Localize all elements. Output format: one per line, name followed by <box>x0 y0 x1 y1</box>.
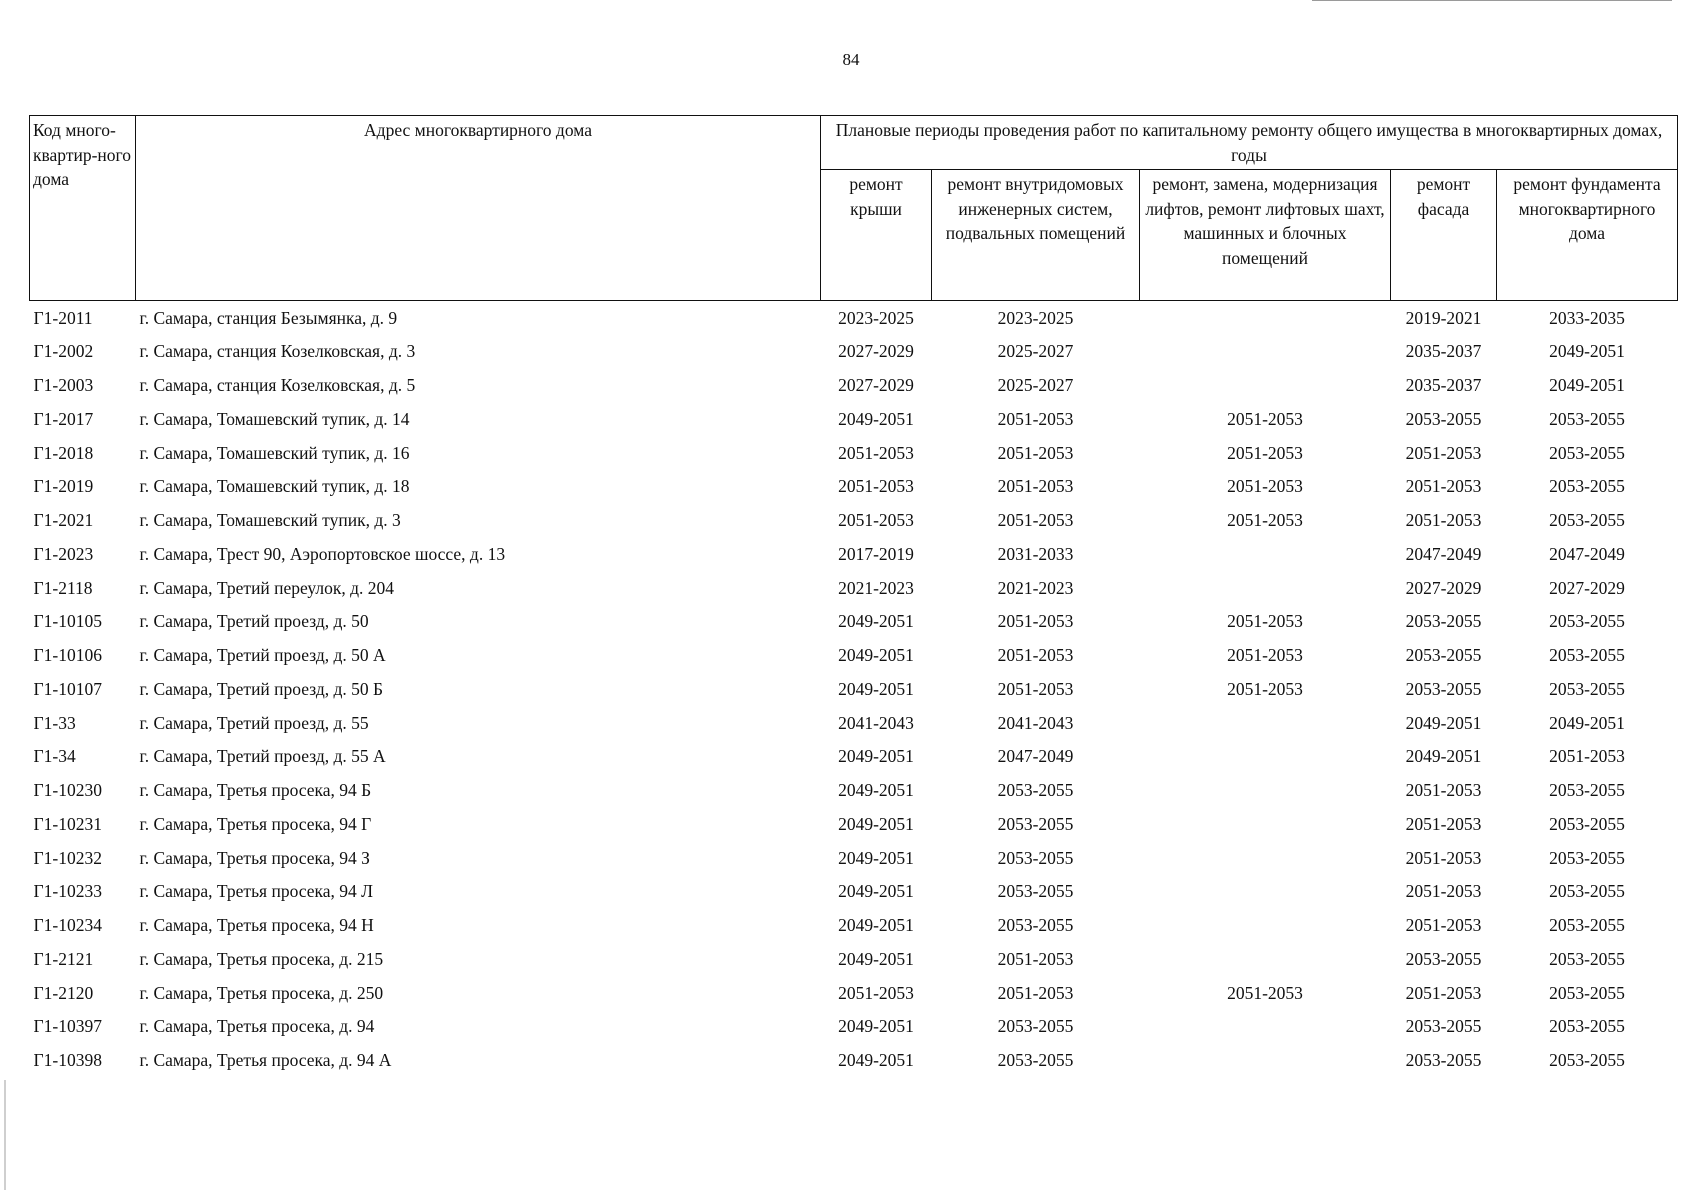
cell-roof: 2041-2043 <box>838 712 914 733</box>
cell-systems: 2047-2049 <box>997 746 1074 767</box>
cell-code: Г1-10106 <box>33 645 102 666</box>
table-row <box>30 807 1678 841</box>
cell-address: г. Самара, Третий проезд, д. 50 А <box>139 645 386 666</box>
cell-systems: 2051-2053 <box>997 408 1074 429</box>
cell-systems: 2053-2055 <box>997 780 1074 801</box>
cell-systems: 2023-2025 <box>997 307 1074 328</box>
cell-foundation: 2053-2055 <box>1549 442 1625 463</box>
cell-foundation: 2053-2055 <box>1549 948 1625 969</box>
cell-address: г. Самара, Третья просека, д. 94 А <box>139 1050 392 1071</box>
cell-address: г. Самара, Третья просека, 94 Г <box>139 813 372 834</box>
cell-lifts <box>1140 301 1391 335</box>
cell-address: г. Самара, Третья просека, 94 Л <box>139 881 374 902</box>
cell-systems: 2051-2053 <box>997 476 1074 497</box>
cell-foundation: 2053-2055 <box>1549 1050 1625 1071</box>
cell-roof: 2027-2029 <box>838 341 914 362</box>
cell-facade: 2053-2055 <box>1405 948 1482 969</box>
table-body <box>30 301 1678 1078</box>
cell-foundation: 2053-2055 <box>1549 611 1625 632</box>
cell-address: г. Самара, Третий проезд, д. 50 Б <box>139 678 384 699</box>
scan-artifact-line <box>1312 0 1672 1</box>
cell-facade: 2053-2055 <box>1405 1016 1482 1037</box>
cell-code: Г1-10105 <box>33 611 102 632</box>
cell-facade: 2053-2055 <box>1405 1050 1482 1071</box>
header-planned-periods: Плановые периоды проведения работ по капитальному ремонту общего имущества в многоквартирных домах, годы <box>821 116 1678 170</box>
cell-foundation: 2049-2051 <box>1549 341 1625 362</box>
cell-address: г. Самара, Третья просека, 94 Н <box>139 915 374 936</box>
cell-facade: 2051-2053 <box>1405 847 1482 868</box>
cell-foundation: 2053-2055 <box>1549 510 1625 531</box>
cell-systems: 2051-2053 <box>997 510 1074 531</box>
cell-address: г. Самара, Томашевский тупик, д. 16 <box>139 442 410 463</box>
cell-facade: 2047-2049 <box>1405 543 1482 564</box>
cell-address: г. Самара, Томашевский тупик, д. 18 <box>139 476 410 497</box>
header-facade: ремонт фасада <box>1391 170 1497 301</box>
cell-lifts <box>1140 909 1391 943</box>
cell-systems: 2053-2055 <box>997 847 1074 868</box>
cell-foundation: 2053-2055 <box>1549 645 1625 666</box>
cell-address: г. Самара, Третий проезд, д. 50 <box>139 611 369 632</box>
cell-lifts <box>1140 841 1391 875</box>
cell-systems: 2031-2033 <box>997 543 1074 564</box>
cell-roof: 2023-2025 <box>838 307 914 328</box>
cell-address: г. Самара, станция Козелковская, д. 3 <box>139 341 416 362</box>
cell-roof: 2049-2051 <box>838 948 914 969</box>
cell-code: Г1-2021 <box>33 510 94 531</box>
cell-facade: 2053-2055 <box>1405 611 1482 632</box>
cell-systems: 2051-2053 <box>997 442 1074 463</box>
cell-foundation: 2049-2051 <box>1549 375 1625 396</box>
cell-code: Г1-10230 <box>33 780 102 801</box>
cell-lifts: 2051-2053 <box>1227 442 1303 463</box>
table-row <box>30 402 1678 436</box>
cell-foundation: 2053-2055 <box>1549 780 1625 801</box>
capital-repair-table <box>29 115 1678 1077</box>
cell-facade: 2035-2037 <box>1405 375 1482 396</box>
cell-facade: 2053-2055 <box>1405 645 1482 666</box>
table-row <box>30 436 1678 470</box>
cell-systems: 2051-2053 <box>997 948 1074 969</box>
cell-address: г. Самара, Третья просека, д. 215 <box>139 948 384 969</box>
header-engineering-systems: ремонт внутридомовых инженерных систем, подвальных помещений <box>932 170 1140 301</box>
cell-lifts <box>1140 1044 1391 1078</box>
cell-lifts: 2051-2053 <box>1227 476 1303 497</box>
cell-foundation: 2053-2055 <box>1549 476 1625 497</box>
cell-lifts <box>1140 537 1391 571</box>
table-row <box>30 605 1678 639</box>
cell-facade: 2051-2053 <box>1405 510 1482 531</box>
cell-lifts <box>1140 335 1391 369</box>
cell-address: г. Самара, Третий проезд, д. 55 <box>139 712 369 733</box>
cell-foundation: 2051-2053 <box>1549 746 1625 767</box>
table-row <box>30 571 1678 605</box>
table-row <box>30 301 1678 335</box>
cell-code: Г1-2018 <box>33 442 94 463</box>
table-row <box>30 875 1678 909</box>
cell-foundation: 2049-2051 <box>1549 712 1625 733</box>
scan-artifact-mark <box>4 1080 6 1190</box>
cell-foundation: 2053-2055 <box>1549 982 1625 1003</box>
cell-code: Г1-10234 <box>33 915 102 936</box>
cell-facade: 2019-2021 <box>1405 307 1482 328</box>
cell-facade: 2053-2055 <box>1405 678 1482 699</box>
cell-foundation: 2047-2049 <box>1549 543 1625 564</box>
cell-address: г. Самара, станция Козелковская, д. 5 <box>139 375 416 396</box>
cell-roof: 2051-2053 <box>838 510 914 531</box>
table-row <box>30 504 1678 538</box>
cell-address: г. Самара, станция Безымянка, д. 9 <box>139 307 398 328</box>
cell-foundation: 2053-2055 <box>1549 847 1625 868</box>
cell-roof: 2051-2053 <box>838 982 914 1003</box>
cell-systems: 2053-2055 <box>997 1050 1074 1071</box>
cell-address: г. Самара, Томашевский тупик, д. 3 <box>139 510 401 531</box>
cell-roof: 2049-2051 <box>838 847 914 868</box>
cell-foundation: 2053-2055 <box>1549 678 1625 699</box>
table-row <box>30 740 1678 774</box>
cell-roof: 2049-2051 <box>838 645 914 666</box>
cell-foundation: 2053-2055 <box>1549 881 1625 902</box>
cell-code: Г1-2118 <box>33 577 93 598</box>
cell-roof: 2049-2051 <box>838 780 914 801</box>
cell-code: Г1-34 <box>33 746 76 767</box>
cell-facade: 2051-2053 <box>1405 476 1482 497</box>
cell-roof: 2021-2023 <box>838 577 914 598</box>
cell-systems: 2053-2055 <box>997 881 1074 902</box>
cell-foundation: 2053-2055 <box>1549 915 1625 936</box>
cell-facade: 2051-2053 <box>1405 780 1482 801</box>
cell-systems: 2053-2055 <box>997 1016 1074 1037</box>
cell-code: Г1-10232 <box>33 847 102 868</box>
table-row <box>30 470 1678 504</box>
cell-roof: 2049-2051 <box>838 915 914 936</box>
cell-code: Г1-2019 <box>33 476 94 497</box>
cell-roof: 2049-2051 <box>838 813 914 834</box>
cell-code: Г1-10397 <box>33 1016 102 1037</box>
cell-code: Г1-2011 <box>33 307 93 328</box>
cell-roof: 2051-2053 <box>838 476 914 497</box>
cell-lifts <box>1140 807 1391 841</box>
cell-address: г. Самара, Томашевский тупик, д. 14 <box>139 408 410 429</box>
cell-code: Г1-10231 <box>33 813 102 834</box>
cell-roof: 2049-2051 <box>838 408 914 429</box>
cell-facade: 2051-2053 <box>1405 881 1482 902</box>
cell-facade: 2035-2037 <box>1405 341 1482 362</box>
cell-roof: 2049-2051 <box>838 678 914 699</box>
cell-facade: 2049-2051 <box>1405 712 1482 733</box>
cell-facade: 2051-2053 <box>1405 915 1482 936</box>
table-row <box>30 942 1678 976</box>
cell-lifts: 2051-2053 <box>1227 408 1303 429</box>
cell-code: Г1-10398 <box>33 1050 102 1071</box>
cell-address: г. Самара, Третий проезд, д. 55 А <box>139 746 386 767</box>
cell-roof: 2027-2029 <box>838 375 914 396</box>
cell-systems: 2025-2027 <box>997 341 1074 362</box>
table-header <box>30 116 1678 301</box>
cell-address: г. Самара, Третий переулок, д. 204 <box>139 577 395 598</box>
cell-foundation: 2027-2029 <box>1549 577 1625 598</box>
cell-lifts <box>1140 774 1391 808</box>
cell-lifts <box>1140 1010 1391 1044</box>
table-row <box>30 976 1678 1010</box>
table-row <box>30 639 1678 673</box>
cell-systems: 2021-2023 <box>997 577 1074 598</box>
cell-lifts <box>1140 369 1391 403</box>
cell-roof: 2051-2053 <box>838 442 914 463</box>
table-row <box>30 909 1678 943</box>
table-row <box>30 369 1678 403</box>
cell-systems: 2053-2055 <box>997 813 1074 834</box>
cell-facade: 2051-2053 <box>1405 813 1482 834</box>
table-row <box>30 335 1678 369</box>
header-roof: ремонт крыши <box>821 170 932 301</box>
cell-address: г. Самара, Третья просека, 94 Б <box>139 780 372 801</box>
table-row <box>30 672 1678 706</box>
cell-facade: 2051-2053 <box>1405 982 1482 1003</box>
cell-roof: 2049-2051 <box>838 611 914 632</box>
cell-systems: 2053-2055 <box>997 915 1074 936</box>
cell-lifts: 2051-2053 <box>1227 678 1303 699</box>
cell-lifts <box>1140 706 1391 740</box>
table-row <box>30 1010 1678 1044</box>
cell-roof: 2049-2051 <box>838 1016 914 1037</box>
header-address: Адрес многоквартирного дома <box>136 116 821 301</box>
cell-code: Г1-10107 <box>33 678 102 699</box>
cell-foundation: 2053-2055 <box>1549 408 1625 429</box>
cell-code: Г1-2023 <box>33 543 94 564</box>
cell-code: Г1-2121 <box>33 948 94 969</box>
cell-lifts <box>1140 942 1391 976</box>
cell-lifts: 2051-2053 <box>1227 982 1303 1003</box>
cell-lifts <box>1140 740 1391 774</box>
cell-roof: 2017-2019 <box>838 543 914 564</box>
cell-foundation: 2053-2055 <box>1549 813 1625 834</box>
table-row <box>30 841 1678 875</box>
cell-facade: 2053-2055 <box>1405 408 1482 429</box>
cell-code: Г1-2003 <box>33 375 94 396</box>
cell-address: г. Самара, Третья просека, д. 250 <box>139 982 384 1003</box>
cell-systems: 2051-2053 <box>997 982 1074 1003</box>
cell-lifts <box>1140 571 1391 605</box>
cell-facade: 2027-2029 <box>1405 577 1482 598</box>
page-number: 84 <box>842 50 860 69</box>
cell-code: Г1-10233 <box>33 881 102 902</box>
cell-address: г. Самара, Трест 90, Аэропортовское шоссе, д. 13 <box>139 543 506 564</box>
cell-lifts: 2051-2053 <box>1227 510 1303 531</box>
cell-roof: 2049-2051 <box>838 881 914 902</box>
cell-roof: 2049-2051 <box>838 1050 914 1071</box>
cell-code: Г1-2120 <box>33 982 94 1003</box>
header-lifts: ремонт, замена, модернизация лифтов, ремонт лифтовых шахт, машинных и блочных помещений <box>1140 170 1391 301</box>
cell-systems: 2051-2053 <box>997 678 1074 699</box>
cell-facade: 2049-2051 <box>1405 746 1482 767</box>
cell-code: Г1-2017 <box>33 408 94 429</box>
table-row <box>30 706 1678 740</box>
header-foundation: ремонт фундамента многоквартирного дома <box>1497 170 1678 301</box>
cell-roof: 2049-2051 <box>838 746 914 767</box>
header-code: Код много-квартир-ного дома <box>30 116 136 301</box>
cell-systems: 2051-2053 <box>997 645 1074 666</box>
table-row <box>30 1044 1678 1078</box>
cell-systems: 2041-2043 <box>997 712 1074 733</box>
cell-address: г. Самара, Третья просека, д. 94 <box>139 1016 375 1037</box>
cell-address: г. Самара, Третья просека, 94 З <box>139 847 370 868</box>
cell-lifts: 2051-2053 <box>1227 645 1303 666</box>
cell-code: Г1-33 <box>33 712 76 733</box>
table-row <box>30 774 1678 808</box>
cell-code: Г1-2002 <box>33 341 94 362</box>
cell-foundation: 2053-2055 <box>1549 1016 1625 1037</box>
table-row <box>30 537 1678 571</box>
cell-lifts: 2051-2053 <box>1227 611 1303 632</box>
cell-systems: 2025-2027 <box>997 375 1074 396</box>
cell-facade: 2051-2053 <box>1405 442 1482 463</box>
cell-foundation: 2033-2035 <box>1549 307 1625 328</box>
cell-lifts <box>1140 875 1391 909</box>
cell-systems: 2051-2053 <box>997 611 1074 632</box>
